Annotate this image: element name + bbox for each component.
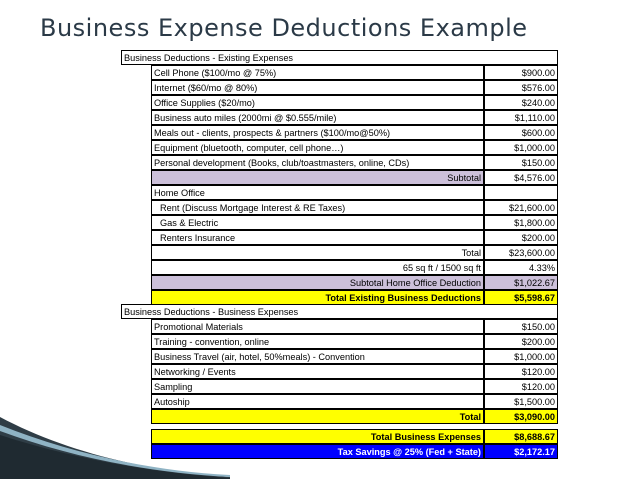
expense-label: Networking / Events xyxy=(151,364,484,379)
expense-label: Business Travel (air, hotel, 50%meals) - Convention xyxy=(151,349,484,364)
expense-value: $120.00 xyxy=(484,379,558,394)
home-expense-value: $21,600.00 xyxy=(484,200,558,215)
subtotal-value: $4,576.00 xyxy=(484,170,558,185)
sqft-label: 65 sq ft / 1500 sq ft xyxy=(151,260,484,275)
expense-value: $1,500.00 xyxy=(484,394,558,409)
home-expense-label: Rent (Discuss Mortgage Interest & RE Taxes) xyxy=(151,200,484,215)
expense-label: Cell Phone ($100/mo @ 75%) xyxy=(151,65,484,80)
expense-label: Business auto miles (2000mi @ $0.555/mile) xyxy=(151,110,484,125)
total-business-label: Total Business Expenses xyxy=(151,429,484,444)
expense-value: $1,000.00 xyxy=(484,140,558,155)
existing-expenses-header: Business Deductions - Existing Expenses xyxy=(121,50,558,65)
subtotal-label: Subtotal xyxy=(151,170,484,185)
home-expense-label: Gas & Electric xyxy=(151,215,484,230)
home-deduction-label: Subtotal Home Office Deduction xyxy=(151,275,484,290)
expense-value: $1,110.00 xyxy=(484,110,558,125)
home-deduction-value: $1,022.67 xyxy=(484,275,558,290)
expense-label: Office Supplies ($20/mo) xyxy=(151,95,484,110)
expense-label: Personal development (Books, club/toastmasters, online, CDs) xyxy=(151,155,484,170)
expense-label: Sampling xyxy=(151,379,484,394)
expense-label: Promotional Materials xyxy=(151,319,484,334)
expense-value: $576.00 xyxy=(484,80,558,95)
home-total-label: Total xyxy=(151,245,484,260)
tax-savings-label: Tax Savings @ 25% (Fed + State) xyxy=(151,444,484,459)
home-expense-value: $200.00 xyxy=(484,230,558,245)
expense-value: $200.00 xyxy=(484,334,558,349)
home-total-value: $23,600.00 xyxy=(484,245,558,260)
sqft-value: 4.33% xyxy=(484,260,558,275)
expense-label: Meals out - clients, prospects & partners ($100/mo@50%) xyxy=(151,125,484,140)
home-expense-label: Renters Insurance xyxy=(151,230,484,245)
business-total-label: Total xyxy=(151,409,484,424)
business-total-value: $3,090.00 xyxy=(484,409,558,424)
home-expense-value: $1,800.00 xyxy=(484,215,558,230)
total-business-value: $8,688.67 xyxy=(484,429,558,444)
expense-value: $120.00 xyxy=(484,364,558,379)
decorative-swoosh xyxy=(0,409,230,479)
expense-value: $1,000.00 xyxy=(484,349,558,364)
tax-savings-value: $2,172.17 xyxy=(484,444,558,459)
expense-label: Training - convention, online xyxy=(151,334,484,349)
empty-cell xyxy=(484,185,558,200)
home-office-label: Home Office xyxy=(151,185,484,200)
total-existing-value: $5,598.67 xyxy=(484,290,558,305)
total-existing-label: Total Existing Business Deductions xyxy=(151,290,484,305)
expense-value: $600.00 xyxy=(484,125,558,140)
expense-label: Autoship xyxy=(151,394,484,409)
expense-value: $900.00 xyxy=(484,65,558,80)
expense-value: $150.00 xyxy=(484,319,558,334)
expense-value: $150.00 xyxy=(484,155,558,170)
business-expenses-header: Business Deductions - Business Expenses xyxy=(121,304,558,319)
expense-label: Equipment (bluetooth, computer, cell phone…) xyxy=(151,140,484,155)
slide-title: Business Expense Deductions Example xyxy=(40,14,528,42)
expense-label: Internet ($60/mo @ 80%) xyxy=(151,80,484,95)
expense-value: $240.00 xyxy=(484,95,558,110)
